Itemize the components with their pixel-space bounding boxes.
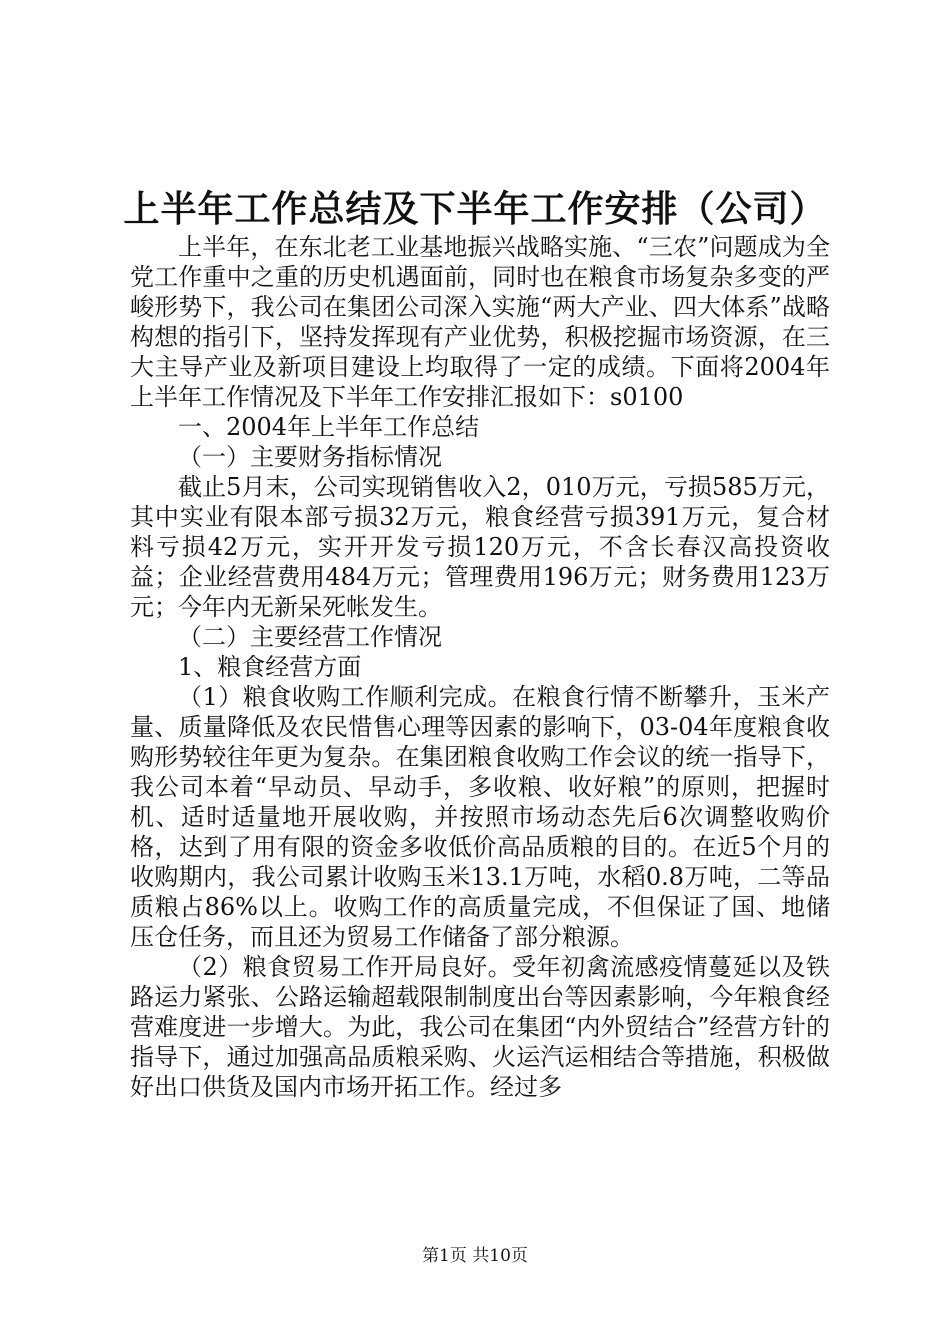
intro-paragraph: 上半年，在东北老工业基地振兴战略实施、“三农”问题成为全党工作重中之重的历史机遇面前，同时也在粮食市场复杂多变的严峻形势下，我公司在集团公司深入实施“两大产业、四大体系”战略构想的指引下，坚持发挥现有产业优势，积极挖掘市场资源，在三大主导产业及新项目建设上均取得了一定的成绩。下面将2004年上半年工作情况及下半年工作安排汇报如下：s0100	[130, 233, 830, 411]
item-heading: 1、粮食经营方面	[178, 653, 362, 681]
finance-paragraph: 截止5月末，公司实现销售收入2，010万元，亏损585万元，其中实业有限本部亏损32万元，粮食经营亏损391万元，复合材料亏损42万元，实开开发亏损120万元，不含长春汉高投资收益；企业经营费用484万元；管理费用196万元；财务费用123万元；今年内无新呆死帐发生。	[130, 473, 830, 621]
subsection-heading: （二）主要经营工作情况	[178, 623, 442, 651]
trade-paragraph: （2）粮食贸易工作开局良好。受年初禽流感疫情蔓延以及铁路运力紧张、公路运输超载限制制度出台等因素影响，今年粮食经营难度进一步增大。为此，我公司在集团“内外贸结合”经营方针的指导下，通过加强高品质粮采购、火运汽运相结合等措施，积极做好出口供货及国内市场开拓工作。经过多	[130, 953, 830, 1101]
purchase-paragraph: （1）粮食收购工作顺利完成。在粮食行情不断攀升，玉米产量、质量降低及农民惜售心理等因素的影响下，03-04年度粮食收购形势较往年更为复杂。在集团粮食收购工作会议的统一指导下，我公司本着“早动员、早动手，多收粮、收好粮”的原则，把握时机、适时适量地开展收购，并按照市场动态先后6次调整收购价格，达到了用有限的资金多收低价高品质粮的目的。在近5个月的收购期内，我公司累计收购玉米13.1万吨，水稻0.8万吨，二等品质粮占86%以上。收购工作的高质量完成，不但保证了国、地储压仓任务，而且还为贸易工作储备了部分粮源。	[130, 683, 830, 951]
document-title: 上半年工作总结及下半年工作安排（公司）	[123, 188, 827, 230]
section-heading: 一、2004年上半年工作总结	[178, 413, 480, 441]
subsection-heading: （一）主要财务指标情况	[178, 443, 442, 471]
page-footer: 第1页 共10页	[422, 1246, 528, 1266]
document-body	[130, 232, 830, 1102]
